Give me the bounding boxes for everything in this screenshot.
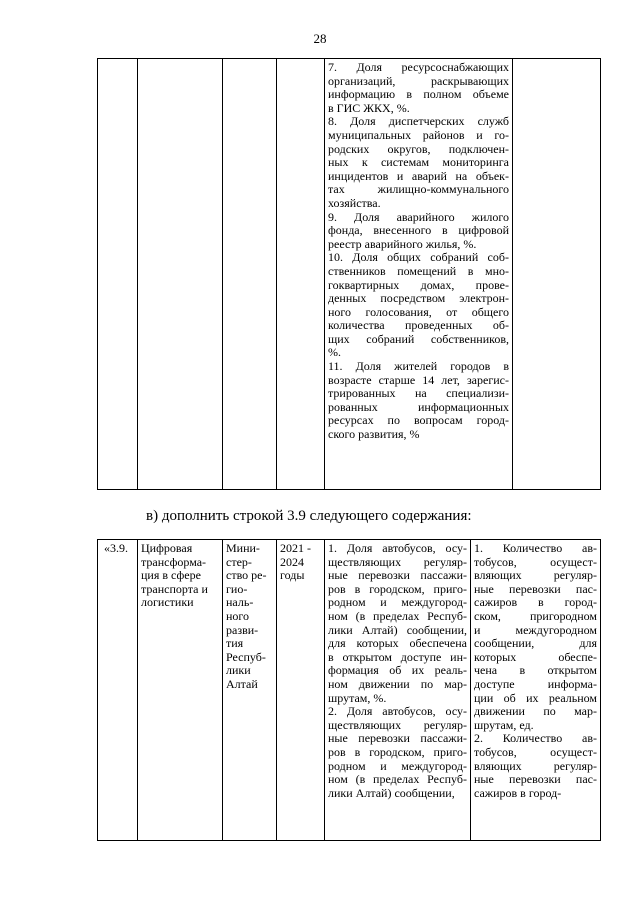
executor-line: ного (226, 608, 250, 623)
result-item-line: вляющих регуляр- (474, 568, 597, 583)
indicator-item-line: денных посредством электрон- (328, 291, 509, 306)
executor-line: разви- (226, 622, 259, 637)
result-item-line: вляющих регуляр- (474, 758, 597, 773)
indicator-item-line: 11. Доля жителей городов в (328, 359, 509, 374)
indicator-item-line: ского развития, % (328, 427, 420, 442)
indicator-item-line: ном движении по мар- (328, 676, 467, 691)
result-item-line: чена в открытом (474, 663, 597, 678)
period-line: годы (280, 568, 305, 583)
indicator-item-line: ные перевозки пассажи- (328, 731, 467, 746)
indicator-item-line: фонда, внесенного в цифровой (328, 223, 509, 238)
indicator-item-line: лики Алтай) сообщении, (328, 622, 467, 637)
number-cell (98, 59, 138, 490)
result-item (474, 732, 597, 800)
name-cell (138, 59, 223, 490)
indicator-item-line: реестр аварийного жилья, %. (328, 236, 477, 251)
indicator-item-line: %. (328, 345, 341, 360)
indicator-item-line: рованных информационных (328, 399, 509, 414)
indicator-item-line: информацию в полном объеме (328, 87, 509, 102)
indicator-item-line: формация об их реаль- (328, 663, 467, 678)
indicator-item-line: гоквартирных домах, прове- (328, 277, 509, 292)
indicators-cell (325, 59, 513, 490)
indicator-item-line: возрасте старше 14 лет, зарегис- (328, 372, 509, 387)
result-item-line: которых обеспе- (474, 649, 597, 664)
executor-line: Респуб- (226, 649, 266, 664)
indicator-item-line: в открытом доступе ин- (328, 649, 467, 664)
executor-line: Мини- (226, 541, 260, 555)
executor-line: наль- (226, 595, 254, 610)
result-item-line: 1. Количество ав- (474, 541, 597, 555)
executor-line: ство ре- (226, 568, 267, 583)
result-item-line: сажиров в город- (474, 595, 597, 610)
name-line: логистики (141, 595, 194, 610)
indicator-item-line: ресурсах по вопросам город- (328, 413, 509, 428)
indicator-item-line: количества проведенных об- (328, 318, 509, 333)
row-3-9-table (97, 539, 601, 841)
indicator-item-line: ществляющих регуляр- (328, 717, 467, 732)
result-item-line: сажиров в город- (474, 785, 562, 800)
result-item-line: тобусов, осущест- (474, 744, 597, 759)
period-cell (277, 540, 325, 841)
indicator-item-line: ном (в пределах Респуб- (328, 608, 467, 623)
row-number-cell: «3.9. (98, 540, 138, 841)
indicator-item-line: родских округов, подключен- (328, 141, 509, 156)
name-cell (138, 540, 223, 841)
indicator-item-line: лики Алтай) сообщении, (328, 785, 455, 800)
executor-line: лики (226, 663, 251, 678)
period-cell (277, 59, 325, 490)
table-row (98, 59, 601, 490)
indicator-item (328, 61, 509, 115)
indicator-item-line: 9. Доля аварийного жилого (328, 209, 509, 224)
indicator-item-line: трированных на специализи- (328, 386, 509, 401)
result-item-line: движении по мар- (474, 704, 597, 719)
indicator-item-line: муниципальных районов и го- (328, 127, 509, 142)
indicator-item-line: ственников помещений в мно- (328, 263, 509, 278)
indicator-item-line: организаций, раскрывающих (328, 73, 509, 88)
executor-cell (223, 59, 277, 490)
indicator-item (328, 115, 509, 210)
executor-line: тия (226, 636, 244, 651)
indicators-cell (325, 540, 471, 841)
period-line: 2021 - (280, 541, 311, 555)
indicator-item-line: в ГИС ЖКХ, %. (328, 100, 410, 115)
table-row (98, 540, 601, 841)
indicator-item-line: ществляющих регуляр- (328, 554, 467, 569)
result-item-line: ском, пригородном (474, 608, 597, 623)
name-line: транспорта и (141, 581, 208, 596)
result-item (474, 542, 597, 732)
indicator-item (328, 542, 467, 705)
indicator-item-line: ров в городском, приго- (328, 581, 467, 596)
amendment-instruction: в) дополнить строкой 3.9 следующего содержания: (146, 508, 472, 524)
name-line: ция в сфере (141, 568, 201, 583)
result-item-line: 2. Количество ав- (474, 731, 597, 746)
indicator-item-line: ном (в пределах Респуб- (328, 772, 467, 787)
result-item-line: сообщении, для (474, 636, 597, 651)
executor-line: стер- (226, 554, 252, 569)
indicator-item-line: ного голосования, от общего (328, 304, 509, 319)
indicator-item-line: родном и междугород- (328, 595, 467, 610)
indicator-item-line: ных к системам мониторинга (328, 155, 509, 170)
period-line: 2024 (280, 554, 304, 569)
indicator-item (328, 251, 509, 360)
result-item-line: тобусов, осущест- (474, 554, 597, 569)
result-item-line: ные перевозки пас- (474, 772, 597, 787)
result-item-line: ные перевозки пас- (474, 581, 597, 596)
indicator-item-line: 10. Доля общих собраний соб- (328, 250, 509, 265)
indicator-item-line: 8. Доля диспетчерских служб (328, 114, 509, 129)
indicator-item-line: инцидентов и аварий на объек- (328, 168, 509, 183)
result-item-line: доступе информа- (474, 676, 597, 691)
indicator-item-line: хозяйства. (328, 195, 381, 210)
indicator-item-line: для которых обеспечена (328, 636, 467, 651)
executor-cell (223, 540, 277, 841)
indicator-item-line: щих собраний собственников, (328, 331, 509, 346)
indicator-item-line: родном и междугород- (328, 758, 467, 773)
executor-line: гио- (226, 581, 248, 596)
result-item-line: и междугородном (474, 622, 597, 637)
indicator-item (328, 705, 467, 800)
indicators-table-continuation (97, 58, 601, 490)
result-item-line: ции об их реальном (474, 690, 597, 705)
indicator-item-line: 7. Доля ресурсоснабжающих (328, 60, 509, 74)
results-cell (513, 59, 601, 490)
name-line: трансформа- (141, 554, 207, 569)
indicator-item-line: тах жилищно-коммунального (328, 182, 509, 197)
indicator-item (328, 211, 509, 252)
indicator-item-line: 2. Доля автобусов, осу- (328, 704, 467, 719)
executor-line: Алтай (226, 676, 258, 691)
page-number: 28 (313, 31, 327, 46)
results-cell (471, 540, 601, 841)
indicator-item-line: шрутам, %. (328, 690, 387, 705)
indicator-item-line: ров в городском, приго- (328, 744, 467, 759)
indicator-item-line: 1. Доля автобусов, осу- (328, 541, 467, 555)
indicator-item (328, 360, 509, 442)
name-line: Цифровая (141, 541, 193, 555)
result-item-line: шрутам, ед. (474, 717, 534, 732)
indicator-item-line: ные перевозки пассажи- (328, 568, 467, 583)
